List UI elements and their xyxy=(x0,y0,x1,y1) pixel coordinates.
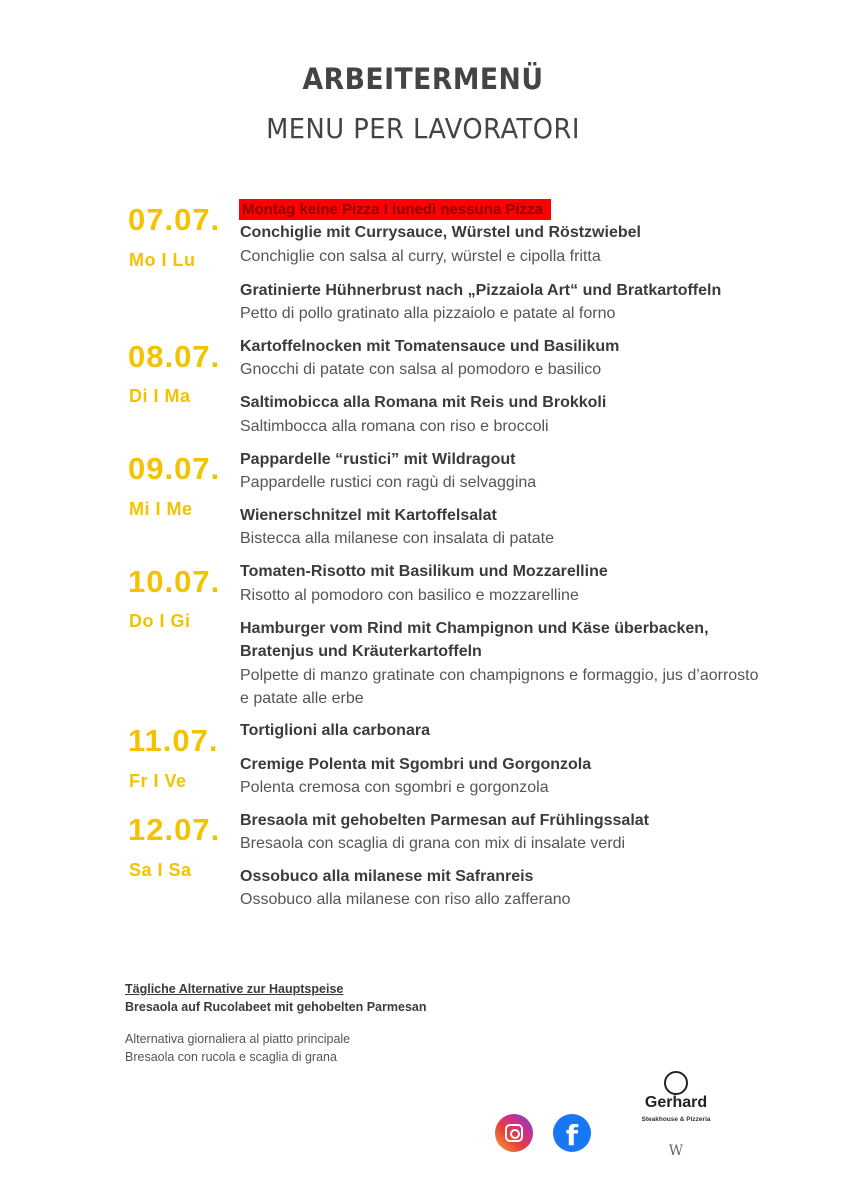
day-name: Mo I Lu xyxy=(129,250,196,270)
daily-alternative-heading-it: Alternativa giornaliera al piatto principale xyxy=(125,1032,351,1046)
instagram-lens xyxy=(510,1129,520,1139)
day-name: Fr I Ve xyxy=(129,771,187,791)
dish-translation: Saltimbocca alla romana con riso e broccoli xyxy=(240,418,549,435)
dish-title: Pappardelle “rustici” mit Wildragout xyxy=(240,451,516,468)
logo-name: Gerhard xyxy=(644,1094,708,1111)
dish-translation: Gnocchi di patate con salsa al pomodoro e basilico xyxy=(240,361,602,378)
dish-translation: Bresaola con scaglia di grana con mix di insalate verdi xyxy=(240,835,626,852)
dish-title: Wienerschnitzel mit Kartoffelsalat xyxy=(240,507,497,524)
dish-translation-continued: e patate alle erbe xyxy=(240,690,364,707)
day-name: Di I Ma xyxy=(129,386,191,406)
logo-emblem-icon xyxy=(664,1071,688,1095)
dish-title: Gratinierte Hühnerbrust nach „Pizzaiola Art“ und Bratkartoffeln xyxy=(240,282,722,299)
day-date: 08.07. xyxy=(128,339,221,374)
dish-translation: Ossobuco alla milanese con riso allo zafferano xyxy=(240,891,571,908)
dish-translation: Petto di pollo gratinato alla pizzaiolo e patate al forno xyxy=(240,305,616,322)
dish-title: Kartoffelnocken mit Tomatensauce und Basilikum xyxy=(240,338,620,355)
day-date: 11.07. xyxy=(128,723,219,758)
daily-alternative-dish-it: Bresaola con rucola e scaglia di grana xyxy=(125,1050,337,1064)
logo-mark: W xyxy=(668,1143,684,1159)
dish-translation: Polenta cremosa con sgombri e gorgonzola xyxy=(240,779,549,796)
day-date: 09.07. xyxy=(128,451,221,486)
dish-translation: Conchiglie con salsa al curry, würstel e cipolla fritta xyxy=(240,248,601,265)
day-date: 12.07. xyxy=(128,812,221,847)
daily-alternative-heading: Tägliche Alternative zur Hauptspeise xyxy=(125,982,344,996)
dish-title: Tortiglioni alla carbonara xyxy=(240,722,430,739)
day-date: 07.07. xyxy=(128,202,221,237)
dish-title: Tomaten-Risotto mit Basilikum und Mozzarelline xyxy=(240,563,608,580)
closed-notice-banner: Montag keine Pizza I lunedì nessuna Pizza xyxy=(239,199,551,220)
dish-translation: Pappardelle rustici con ragù di selvaggina xyxy=(240,474,537,491)
dish-title-continued: Bratenjus und Kräuterkartoffeln xyxy=(240,643,482,660)
dish-title: Hamburger vom Rind mit Champignon und Käse überbacken, xyxy=(240,620,709,637)
dish-translation: Bistecca alla milanese con insalata di patate xyxy=(240,530,554,547)
instagram-icon[interactable] xyxy=(495,1114,533,1152)
dish-title: Bresaola mit gehobelten Parmesan auf Frühlingssalat xyxy=(240,812,649,829)
dish-translation: Risotto al pomodoro con basilico e mozzarelline xyxy=(240,587,579,604)
dish-title: Saltimobicca alla Romana mit Reis und Brokkoli xyxy=(240,394,607,411)
page-title: ARBEITERMENÜ xyxy=(302,62,544,96)
day-date: 10.07. xyxy=(128,564,221,599)
day-name: Sa I Sa xyxy=(129,860,192,880)
page-subtitle: MENU PER LAVORATORI xyxy=(266,112,580,145)
day-name: Mi I Me xyxy=(129,499,193,519)
dish-title: Conchiglie mit Currysauce, Würstel und Röstzwiebel xyxy=(240,224,641,241)
dish-title: Ossobuco alla milanese mit Safranreis xyxy=(240,868,534,885)
dish-title: Cremige Polenta mit Sgombri und Gorgonzola xyxy=(240,756,592,773)
dish-translation: Polpette di manzo gratinate con champignons e formaggio, jus d’aorrosto xyxy=(240,667,759,684)
logo-tagline: Steakhouse & Pizzeria xyxy=(641,1116,711,1123)
day-name: Do I Gi xyxy=(129,611,191,631)
facebook-icon[interactable]: f xyxy=(553,1114,591,1152)
daily-alternative-dish: Bresaola auf Rucolabeet mit gehobelten Parmesan xyxy=(125,1000,427,1014)
